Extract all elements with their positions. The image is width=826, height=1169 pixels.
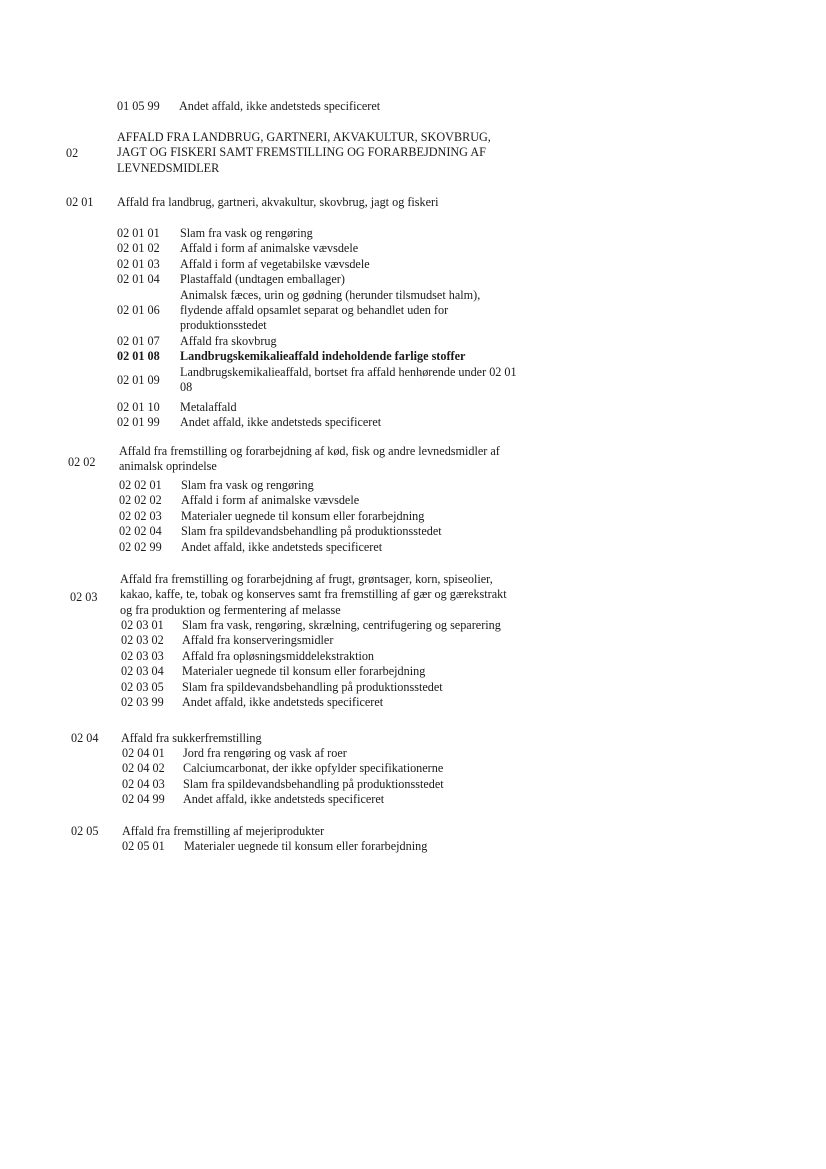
entry-description: Landbrugskemikalieaffald indeholdende farlige stoffer	[180, 349, 466, 364]
section-title: Affald fra landbrug, gartneri, akvakultur, skovbrug, jagt og fiskeri	[117, 195, 439, 209]
entry-description: Slam fra vask og rengøring	[180, 226, 313, 240]
entry-description: Slam fra spildevandsbehandling på produktionsstedet	[183, 776, 444, 791]
entry-code: 02 02 02	[119, 493, 162, 508]
entry-code: 01 05 99	[117, 99, 160, 113]
section-title	[119, 444, 500, 475]
entry-description: Affald i form af vegetabilske vævsdele	[180, 256, 370, 271]
entry-description-line: Landbrugskemikalieaffald, bortset fra affald henhørende under 02 01	[180, 364, 517, 379]
entry-description: Metalaffald	[180, 400, 237, 414]
entry-description: Andet affald, ikke andetsteds specificeret	[181, 539, 383, 554]
entry-code: 02 03 05	[121, 679, 164, 694]
entry-code: 02 01 07	[117, 333, 160, 348]
entry-description: Affald fra opløsningsmiddelekstraktion	[182, 648, 375, 663]
entry-01-05-99	[117, 99, 381, 114]
entry-description: Calciumcarbonat, der ikke opfylder specifikationerne	[183, 761, 444, 776]
entry-description: Andet affald, ikke andetsteds specificeret	[183, 792, 385, 807]
section-title	[120, 572, 507, 618]
entry-code: 02 04 01	[122, 746, 165, 760]
section-code: 02 05	[71, 824, 99, 838]
entry-code: 02 01 02	[117, 241, 160, 256]
section-code: 02 03	[70, 590, 98, 604]
entry-code: 02 04 03	[122, 776, 165, 791]
section-title-line: animalsk oprindelse	[119, 459, 217, 474]
chapter-title-line: LEVNEDSMIDLER	[117, 160, 220, 175]
entry-code: 02 01 04	[117, 272, 160, 287]
section-title-line: Affald fra fremstilling og forarbejdning af kød, fisk og andre levnedsmidler af	[119, 444, 500, 458]
entry-code: 02 02 99	[119, 539, 162, 554]
entry-description-line: produktionsstedet	[180, 318, 267, 333]
section-code: 02 04	[71, 731, 99, 745]
chapter-title-line: JAGT OG FISKERI SAMT FREMSTILLING OG FORARBEJDNING AF	[117, 145, 486, 160]
entry-code: 02 01 99	[117, 415, 160, 430]
entry-description: Andet affald, ikke andetsteds specificeret	[179, 99, 381, 113]
entry-description: Jord fra rengøring og vask af roer	[183, 746, 347, 760]
entry-description-line: Animalsk fæces, urin og gødning (herunder tilsmudset halm),	[180, 287, 481, 302]
entry-code: 02 01 03	[117, 256, 160, 271]
section-code: 02 01	[66, 195, 94, 209]
entry-code: 02 04 02	[122, 761, 165, 776]
entry-description: Slam fra spildevandsbehandling på produktionsstedet	[181, 524, 442, 539]
entry-code: 02 01 01	[117, 226, 160, 240]
section-title: Affald fra sukkerfremstilling	[121, 731, 262, 745]
entry-description: Plastaffald (undtagen emballager)	[180, 272, 345, 287]
entry-code: 02 02 01	[119, 478, 162, 492]
entry-description: Andet affald, ikke andetsteds specificeret	[180, 415, 382, 430]
entry-description: Affald fra konserveringsmidler	[182, 633, 334, 648]
entry-code: 02 03 99	[121, 695, 164, 709]
entry-description: Affald i form af animalske vævsdele	[180, 241, 359, 256]
entry-code: 02 03 04	[121, 664, 164, 679]
entry-code: 02 01 08	[117, 349, 160, 364]
chapter-title	[117, 130, 491, 176]
entry-code: 02 04 99	[122, 792, 165, 807]
entry-description: Materialer uegnede til konsum eller forarbejdning	[184, 839, 428, 853]
section-title-line: kakao, kaffe, te, tobak og konserves samt fra fremstilling af gær og gærekstrakt	[120, 587, 507, 602]
entry-code: 02 03 03	[121, 648, 164, 663]
entry-description: Affald i form af animalske vævsdele	[181, 493, 360, 508]
entry-description: Slam fra vask og rengøring	[181, 478, 314, 492]
entry-code: 02 02 03	[119, 508, 162, 523]
entry-description: Andet affald, ikke andetsteds specificeret	[182, 695, 384, 709]
entry-description: Materialer uegnede til konsum eller forarbejdning	[181, 508, 425, 523]
entry-description: Slam fra spildevandsbehandling på produktionsstedet	[182, 679, 443, 694]
entry-code: 02 03 01	[121, 618, 164, 632]
entry-code: 02 01 09	[117, 372, 160, 387]
entry-description-line: 08	[180, 379, 193, 394]
entry-code: 02 01 10	[117, 400, 160, 414]
entry-description: Slam fra vask, rengøring, skrælning, centrifugering og separering	[182, 618, 501, 632]
section-title-line: Affald fra fremstilling og forarbejdning af frugt, grøntsager, korn, spiseolier,	[120, 572, 493, 586]
entry-code: 02 05 01	[122, 839, 165, 853]
chapter-code: 02	[66, 146, 79, 160]
entry-description: Affald fra skovbrug	[180, 333, 277, 348]
section-code: 02 02	[68, 455, 96, 469]
section-title: Affald fra fremstilling af mejeriprodukter	[122, 824, 325, 838]
entry-description-line: flydende affald opsamlet separat og behandlet uden for	[180, 302, 449, 317]
section-title-line: og fra produktion og fermentering af melasse	[120, 602, 341, 617]
entry-code: 02 02 04	[119, 524, 162, 539]
chapter-title-line: AFFALD FRA LANDBRUG, GARTNERI, AKVAKULTUR, SKOVBRUG,	[117, 130, 491, 144]
entry-description: Materialer uegnede til konsum eller forarbejdning	[182, 664, 426, 679]
entry-code: 02 01 06	[117, 302, 160, 317]
entry-code: 02 03 02	[121, 633, 164, 648]
